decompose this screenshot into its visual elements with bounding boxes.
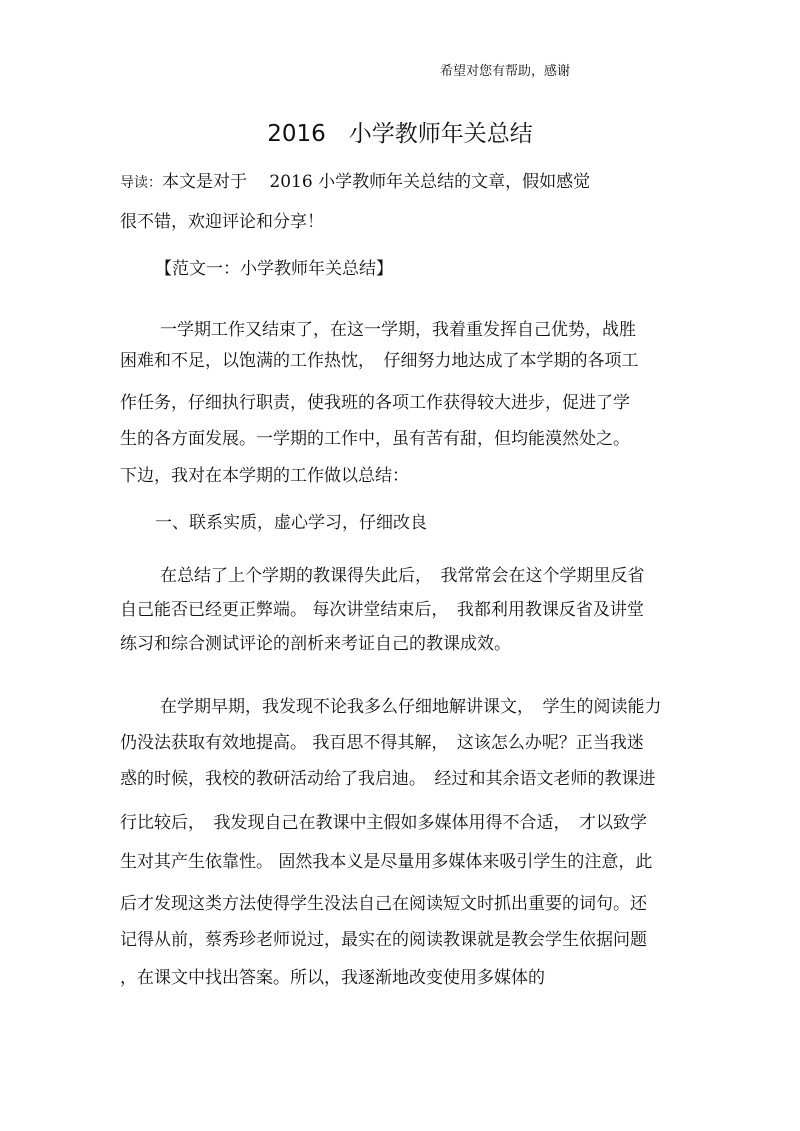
paragraph3-line-1: 在学期早期，我发现不论我多么仔细地解讲课文， 学生的阅读能力 (160, 697, 662, 717)
paragraph1-line-1: 一学期工作又结束了，在这一学期，我着重发挥自己优势，战胜 (160, 320, 636, 340)
paragraph3-line-8: ，在课文中找出答案。所以，我逐渐地改变使用多媒体的 (120, 968, 545, 988)
header-note: 希望对您有帮助，感谢 (440, 64, 571, 79)
intro-line-1 (120, 170, 590, 195)
paragraph3-line-4: 行比较后， 我发现自己在教课中主假如多媒体用得不合适， 才以致学 (120, 813, 647, 833)
paragraph2-line-1: 在总结了上个学期的教课得失此后， 我常常会在这个学期里反省 (160, 566, 645, 586)
paragraph3-line-7: 记得从前，蔡秀珍老师说过，最实在的阅读教课就是教会学生依据问题 (120, 930, 647, 950)
paragraph3-line-6: 后才发现这类方法使得学生没法自己在阅读短文时抓出重要的词句。还 (120, 894, 647, 914)
paragraph3-line-3: 惑的时候，我校的教研活动给了我启迪。 经过和其余语文老师的教课进 (120, 769, 656, 789)
section-heading: 【范文一：小学教师年关总结】 (155, 259, 393, 279)
paragraph2-line-2: 自己能否已经更正弊端。 每次讲堂结束后， 我都利用教课反省及讲堂 (120, 600, 644, 620)
intro-line-2: 很不错，欢迎评论和分享！ (120, 212, 324, 232)
paragraph3-line-5: 生对其产生依靠性。 固然我本义是尽量用多媒体来吸引学生的注意，此 (120, 852, 653, 872)
intro-label: 导读： (120, 175, 162, 191)
paragraph1-line-5: 下边，我对在本学期的工作做以总结： (120, 466, 409, 486)
paragraph1-line-4: 生的各方面发展。一学期的工作中，虽有苦有甜，但均能漠然处之。 (120, 429, 630, 449)
subheading-1: 一、联系实质，虚心学习，仔细改良 (155, 513, 427, 533)
paragraph3-line-2: 仍没法获取有效地提高。 我百思不得其解， 这该怎么办呢？正当我迷 (120, 733, 644, 753)
paragraph1-line-3: 作任务，仔细执行职责，使我班的各项工作获得较大进步，促进了学 (120, 393, 630, 413)
paragraph1-line-2: 困难和不足，以饱满的工作热忱， 仔细努力地达成了本学期的各项工 (120, 351, 639, 371)
document-title: 2016 小学教师年关总结 (267, 121, 533, 147)
intro-text-1: 本文是对于 2016 小学教师年关总结的文章，假如感觉 (162, 172, 591, 192)
paragraph2-line-3: 练习和综合测试评论的剖析来考证自己的教课成效。 (120, 634, 511, 654)
